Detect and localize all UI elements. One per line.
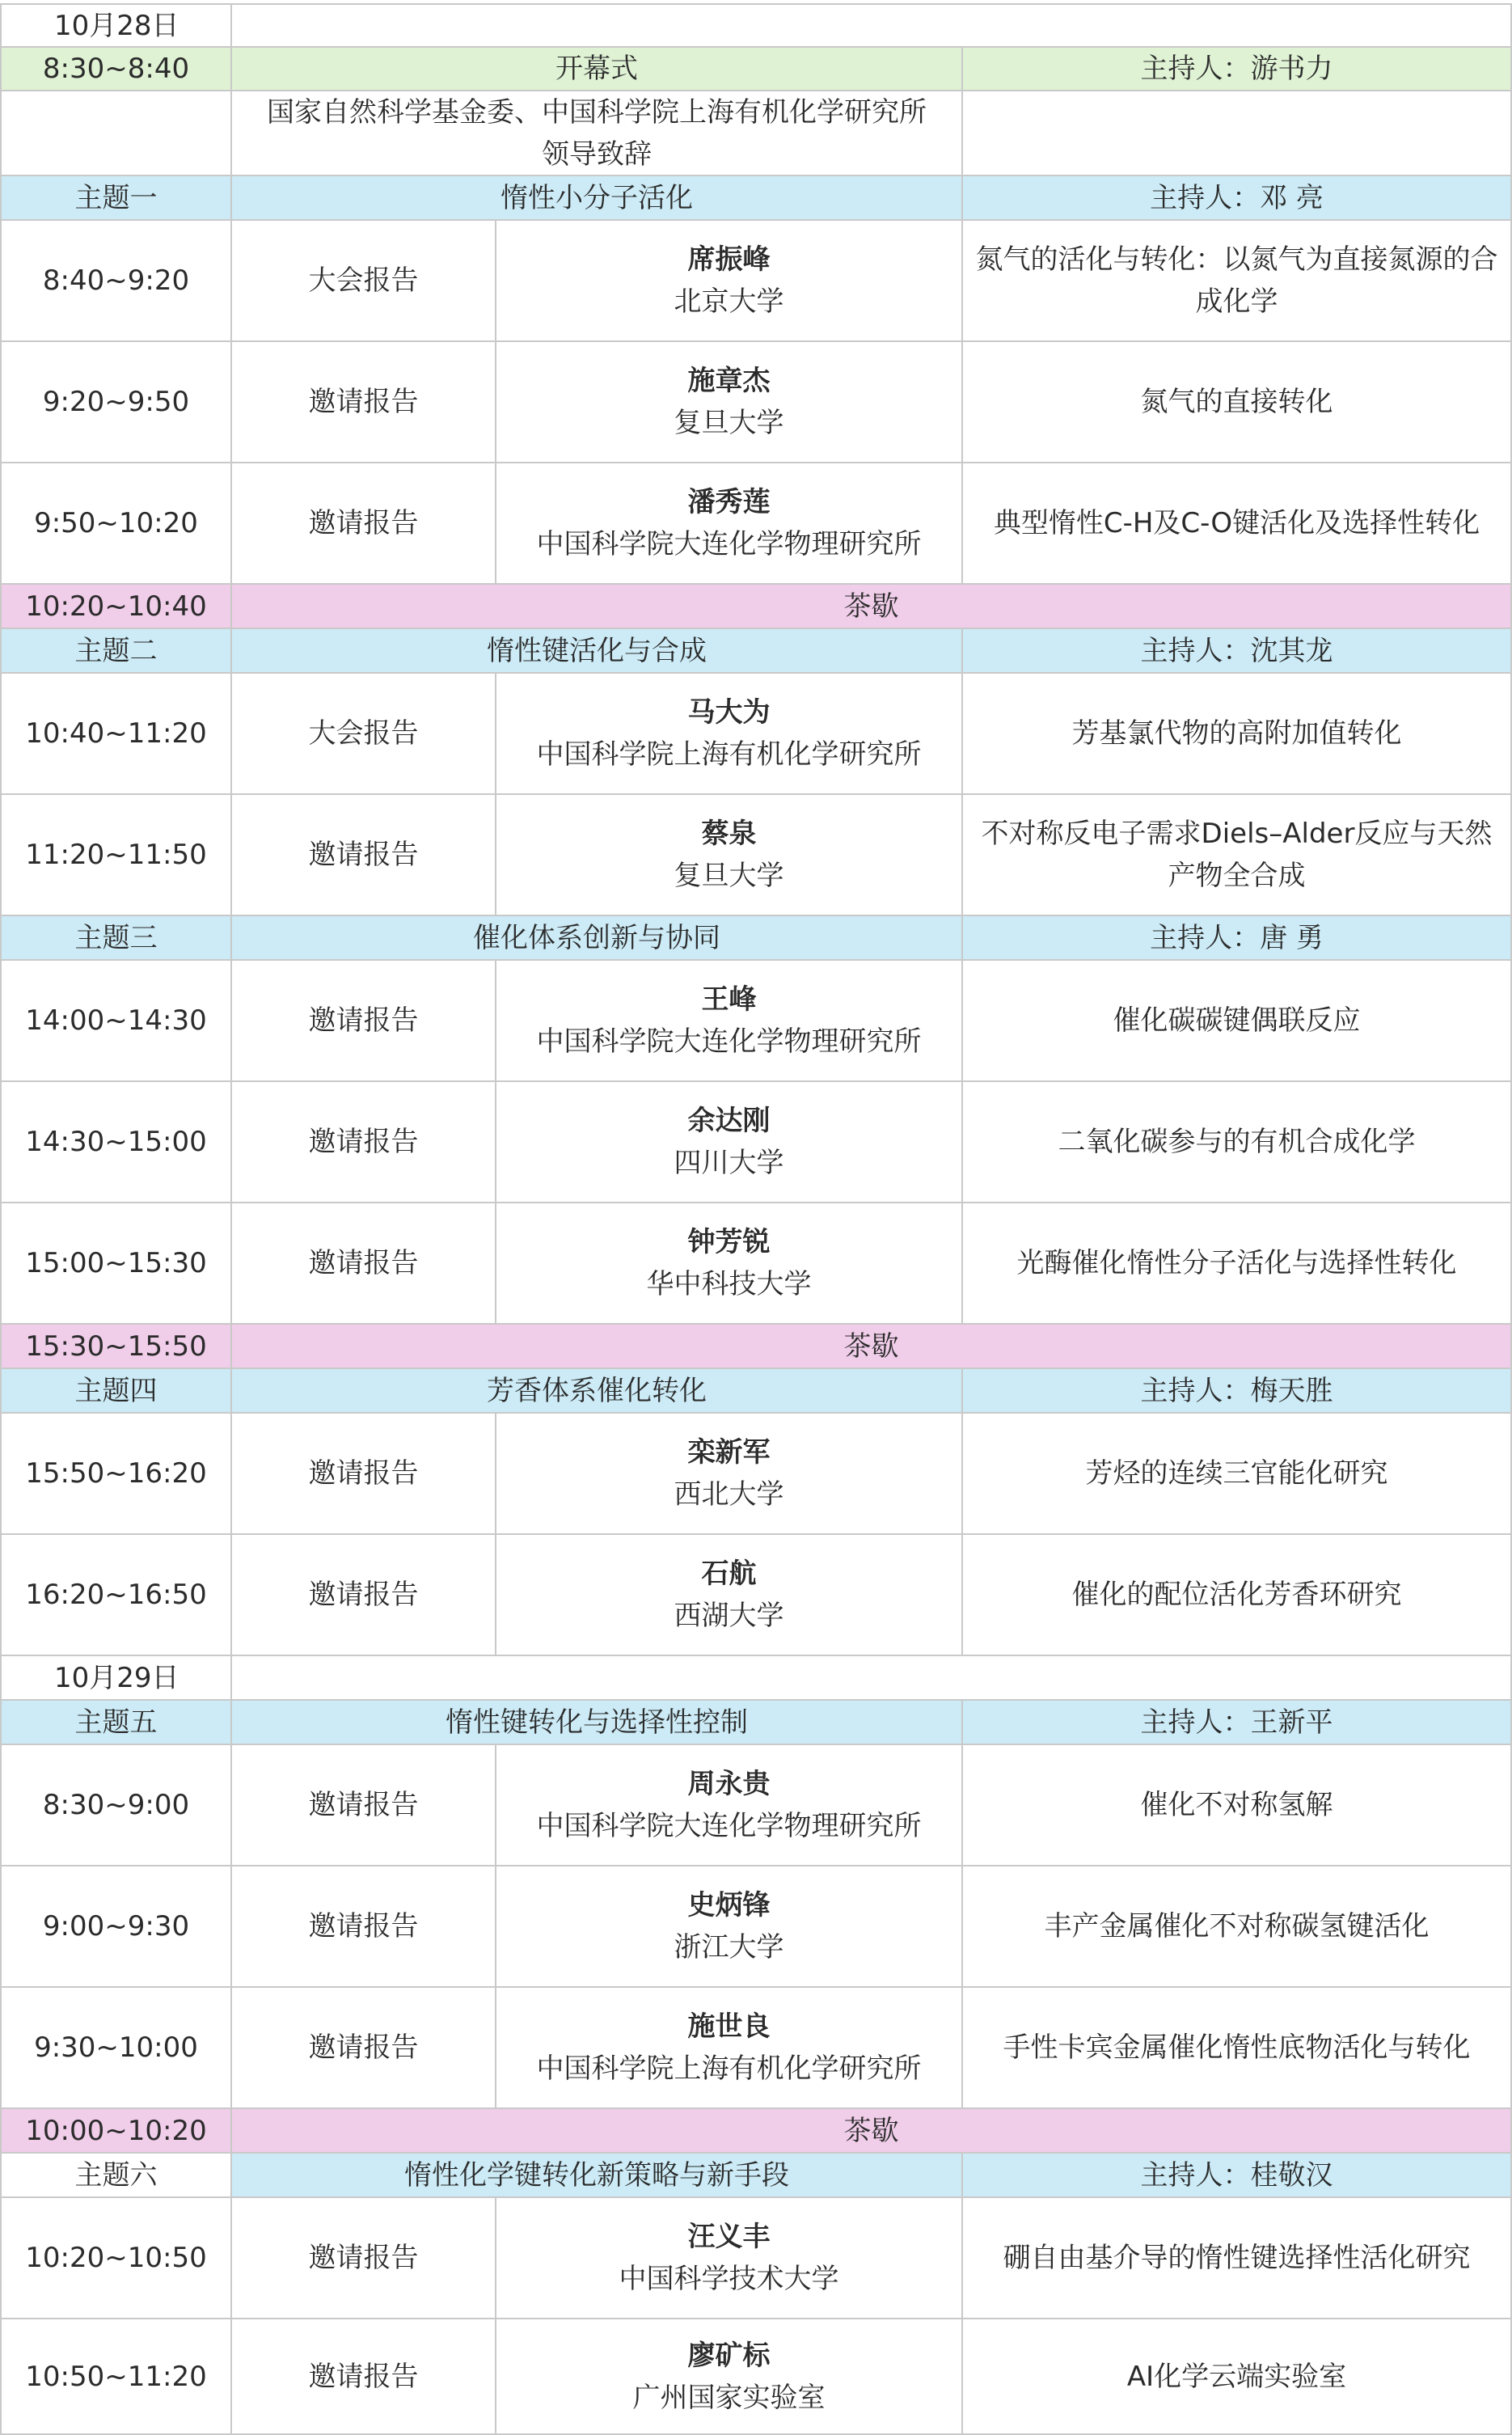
speaker-affiliation: 广州国家实验室 (632, 2381, 826, 2414)
speaker-name: 栾新军 (687, 1436, 771, 1469)
time-cell: 10:40~11:20 (0, 674, 230, 795)
talk-title: 催化不对称氢解 (961, 1745, 1512, 1866)
theme-header-row (0, 629, 1512, 674)
date-row-empty (230, 1656, 1512, 1701)
host-cell: 主持人：沈其龙 (961, 629, 1512, 674)
speaker-cell (495, 674, 961, 795)
theme-name: 芳香体系催化转化 (230, 1369, 961, 1414)
speaker-name: 施世良 (687, 2010, 771, 2043)
time-cell: 14:00~14:30 (0, 961, 230, 1082)
theme-name: 惰性键转化与选择性控制 (230, 1701, 961, 1745)
speaker-cell (495, 1745, 961, 1866)
speaker-affiliation: 中国科学院上海有机化学研究所 (536, 738, 922, 771)
date-label: 10月28日 (0, 3, 230, 48)
host-cell: 主持人：游书力 (961, 48, 1512, 91)
break-label: 茶歇 (230, 585, 1512, 629)
talk-row (0, 342, 1512, 463)
speaker-name: 施章杰 (687, 365, 771, 397)
speaker-affiliation: 西湖大学 (674, 1600, 784, 1632)
time-cell: 15:50~16:20 (0, 1414, 230, 1535)
talk-title: 丰产金属催化不对称碳氢键活化 (961, 1866, 1512, 1988)
talk-type: 大会报告 (230, 674, 495, 795)
speaker-cell (495, 342, 961, 463)
talk-title: AI化学云端实验室 (961, 2319, 1512, 2435)
talk-row (0, 1535, 1512, 1656)
time-cell: 9:00~9:30 (0, 1866, 230, 1988)
opening-speech-row (0, 91, 1512, 176)
speaker-cell (495, 1203, 961, 1325)
talk-type: 邀请报告 (230, 1203, 495, 1325)
date-row-empty (230, 3, 1512, 48)
talk-title: 氮气的直接转化 (961, 342, 1512, 463)
speaker-affiliation: 中国科学院大连化学物理研究所 (536, 1025, 922, 1058)
speaker-cell (495, 1535, 961, 1656)
time-cell: 11:20~11:50 (0, 795, 230, 916)
talk-row (0, 795, 1512, 916)
speaker-affiliation: 复旦大学 (674, 860, 784, 892)
speaker-cell (495, 1988, 961, 2109)
speaker-name: 马大为 (687, 696, 771, 729)
speaker-name: 周永贵 (687, 1768, 771, 1800)
break-row (0, 2109, 1512, 2154)
speaker-affiliation: 四川大学 (674, 1147, 784, 1179)
talk-title: 催化的配位活化芳香环研究 (961, 1535, 1512, 1656)
talk-title: 手性卡宾金属催化惰性底物活化与转化 (961, 1988, 1512, 2109)
host-cell: 主持人：桂敬汉 (961, 2154, 1512, 2198)
speaker-affiliation: 中国科学院大连化学物理研究所 (536, 1810, 922, 1842)
speaker-name: 廖矿标 (687, 2339, 771, 2372)
speaker-name: 潘秀莲 (687, 486, 771, 518)
talk-title: 催化碳碳键偶联反应 (961, 961, 1512, 1082)
time-cell: 9:50~10:20 (0, 463, 230, 585)
talk-title: 氮气的活化与转化：以氮气为直接氮源的合成化学 (961, 221, 1512, 342)
speaker-affiliation: 中国科学院上海有机化学研究所 (536, 2052, 922, 2085)
empty-cell (0, 91, 230, 176)
talk-type: 邀请报告 (230, 795, 495, 916)
talk-row (0, 674, 1512, 795)
theme-label: 主题四 (0, 1369, 230, 1414)
speaker-name: 汪义丰 (687, 2221, 771, 2253)
talk-type: 邀请报告 (230, 1414, 495, 1535)
speaker-cell (495, 2198, 961, 2319)
time-cell: 10:50~11:20 (0, 2319, 230, 2435)
talk-type: 邀请报告 (230, 342, 495, 463)
talk-title: 二氧化碳参与的有机合成化学 (961, 1082, 1512, 1203)
talk-row (0, 1866, 1512, 1988)
time-cell: 8:40~9:20 (0, 221, 230, 342)
opening-row (0, 48, 1512, 91)
talk-row (0, 1414, 1512, 1535)
host-cell: 主持人：唐 勇 (961, 916, 1512, 961)
session-title: 开幕式 (230, 48, 961, 91)
speaker-affiliation: 复旦大学 (674, 407, 784, 439)
speaker-affiliation: 中国科学院大连化学物理研究所 (536, 528, 922, 560)
time-cell: 16:20~16:50 (0, 1535, 230, 1656)
break-label: 茶歇 (230, 1325, 1512, 1369)
theme-name: 惰性键活化与合成 (230, 629, 961, 674)
talk-row (0, 1988, 1512, 2109)
theme-label: 主题一 (0, 176, 230, 221)
talk-type: 邀请报告 (230, 1082, 495, 1203)
talk-row (0, 463, 1512, 585)
opening-speech (230, 91, 961, 176)
talk-row (0, 1082, 1512, 1203)
time-cell: 15:00~15:30 (0, 1203, 230, 1325)
date-row (0, 1656, 1512, 1701)
time-cell: 8:30~8:40 (0, 48, 230, 91)
theme-label: 主题六 (0, 2154, 230, 2198)
speaker-name: 蔡泉 (701, 818, 757, 850)
talk-row (0, 961, 1512, 1082)
speaker-cell (495, 2319, 961, 2435)
theme-name: 惰性化学键转化新策略与新手段 (230, 2154, 961, 2198)
speaker-cell (495, 961, 961, 1082)
host-cell: 主持人：王新平 (961, 1701, 1512, 1745)
talk-type: 邀请报告 (230, 961, 495, 1082)
speaker-cell (495, 463, 961, 585)
date-label: 10月29日 (0, 1656, 230, 1701)
speaker-name: 席振峰 (687, 243, 771, 276)
theme-name: 催化体系创新与协同 (230, 916, 961, 961)
time-cell: 10:20~10:50 (0, 2198, 230, 2319)
talk-type: 邀请报告 (230, 2198, 495, 2319)
theme-header-row (0, 1369, 1512, 1414)
speaker-name: 石航 (701, 1558, 757, 1590)
time-cell: 9:30~10:00 (0, 1988, 230, 2109)
theme-label: 主题五 (0, 1701, 230, 1745)
speaker-name: 钟芳锐 (687, 1226, 771, 1258)
speaker-affiliation: 中国科学技术大学 (619, 2263, 839, 2295)
time-cell: 10:20~10:40 (0, 585, 230, 629)
talk-row (0, 2198, 1512, 2319)
talk-title: 典型惰性C-H及C-O键活化及选择性转化 (961, 463, 1512, 585)
theme-header-row (0, 176, 1512, 221)
speaker-cell (495, 221, 961, 342)
theme-header-row (0, 916, 1512, 961)
talk-row (0, 221, 1512, 342)
speaker-affiliation: 华中科技大学 (646, 1268, 812, 1300)
speaker-affiliation: 浙江大学 (674, 1931, 784, 1964)
talk-row (0, 1745, 1512, 1866)
speaker-cell (495, 795, 961, 916)
talk-type: 邀请报告 (230, 1866, 495, 1988)
theme-label: 主题二 (0, 629, 230, 674)
talk-row (0, 1203, 1512, 1325)
time-cell: 9:20~9:50 (0, 342, 230, 463)
theme-header-row (0, 2154, 1512, 2198)
speaker-cell (495, 1082, 961, 1203)
speaker-affiliation: 北京大学 (674, 285, 784, 318)
speech-line: 国家自然科学基金委、中国科学院上海有机化学研究所 (267, 95, 927, 129)
speaker-cell (495, 1414, 961, 1535)
time-cell: 10:00~10:20 (0, 2109, 230, 2154)
host-cell: 主持人：邓 亮 (961, 176, 1512, 221)
break-row (0, 1325, 1512, 1369)
empty-cell (961, 91, 1512, 176)
talk-type: 邀请报告 (230, 1535, 495, 1656)
talk-type: 邀请报告 (230, 1988, 495, 2109)
time-cell: 8:30~9:00 (0, 1745, 230, 1866)
talk-type: 邀请报告 (230, 2319, 495, 2435)
break-row (0, 585, 1512, 629)
talk-title: 不对称反电子需求Diels–Alder反应与天然产物全合成 (961, 795, 1512, 916)
time-cell: 15:30~15:50 (0, 1325, 230, 1369)
speaker-name: 余达刚 (687, 1105, 771, 1137)
talk-title: 芳基氯代物的高附加值转化 (961, 674, 1512, 795)
speaker-name: 史炳锋 (687, 1889, 771, 1921)
talk-title: 光酶催化惰性分子活化与选择性转化 (961, 1203, 1512, 1325)
time-cell: 14:30~15:00 (0, 1082, 230, 1203)
theme-label: 主题三 (0, 916, 230, 961)
talk-title: 硼自由基介导的惰性键选择性活化研究 (961, 2198, 1512, 2319)
talk-row (0, 2319, 1512, 2435)
speaker-cell (495, 1866, 961, 1988)
talk-title: 芳烃的连续三官能化研究 (961, 1414, 1512, 1535)
talk-type: 大会报告 (230, 221, 495, 342)
speech-line: 领导致辞 (542, 137, 652, 171)
talk-type: 邀请报告 (230, 463, 495, 585)
theme-name: 惰性小分子活化 (230, 176, 961, 221)
date-row (0, 3, 1512, 48)
speaker-name: 王峰 (701, 983, 757, 1016)
talk-type: 邀请报告 (230, 1745, 495, 1866)
break-label: 茶歇 (230, 2109, 1512, 2154)
speaker-affiliation: 西北大学 (674, 1478, 784, 1511)
host-cell: 主持人：梅天胜 (961, 1369, 1512, 1414)
theme-header-row (0, 1701, 1512, 1745)
